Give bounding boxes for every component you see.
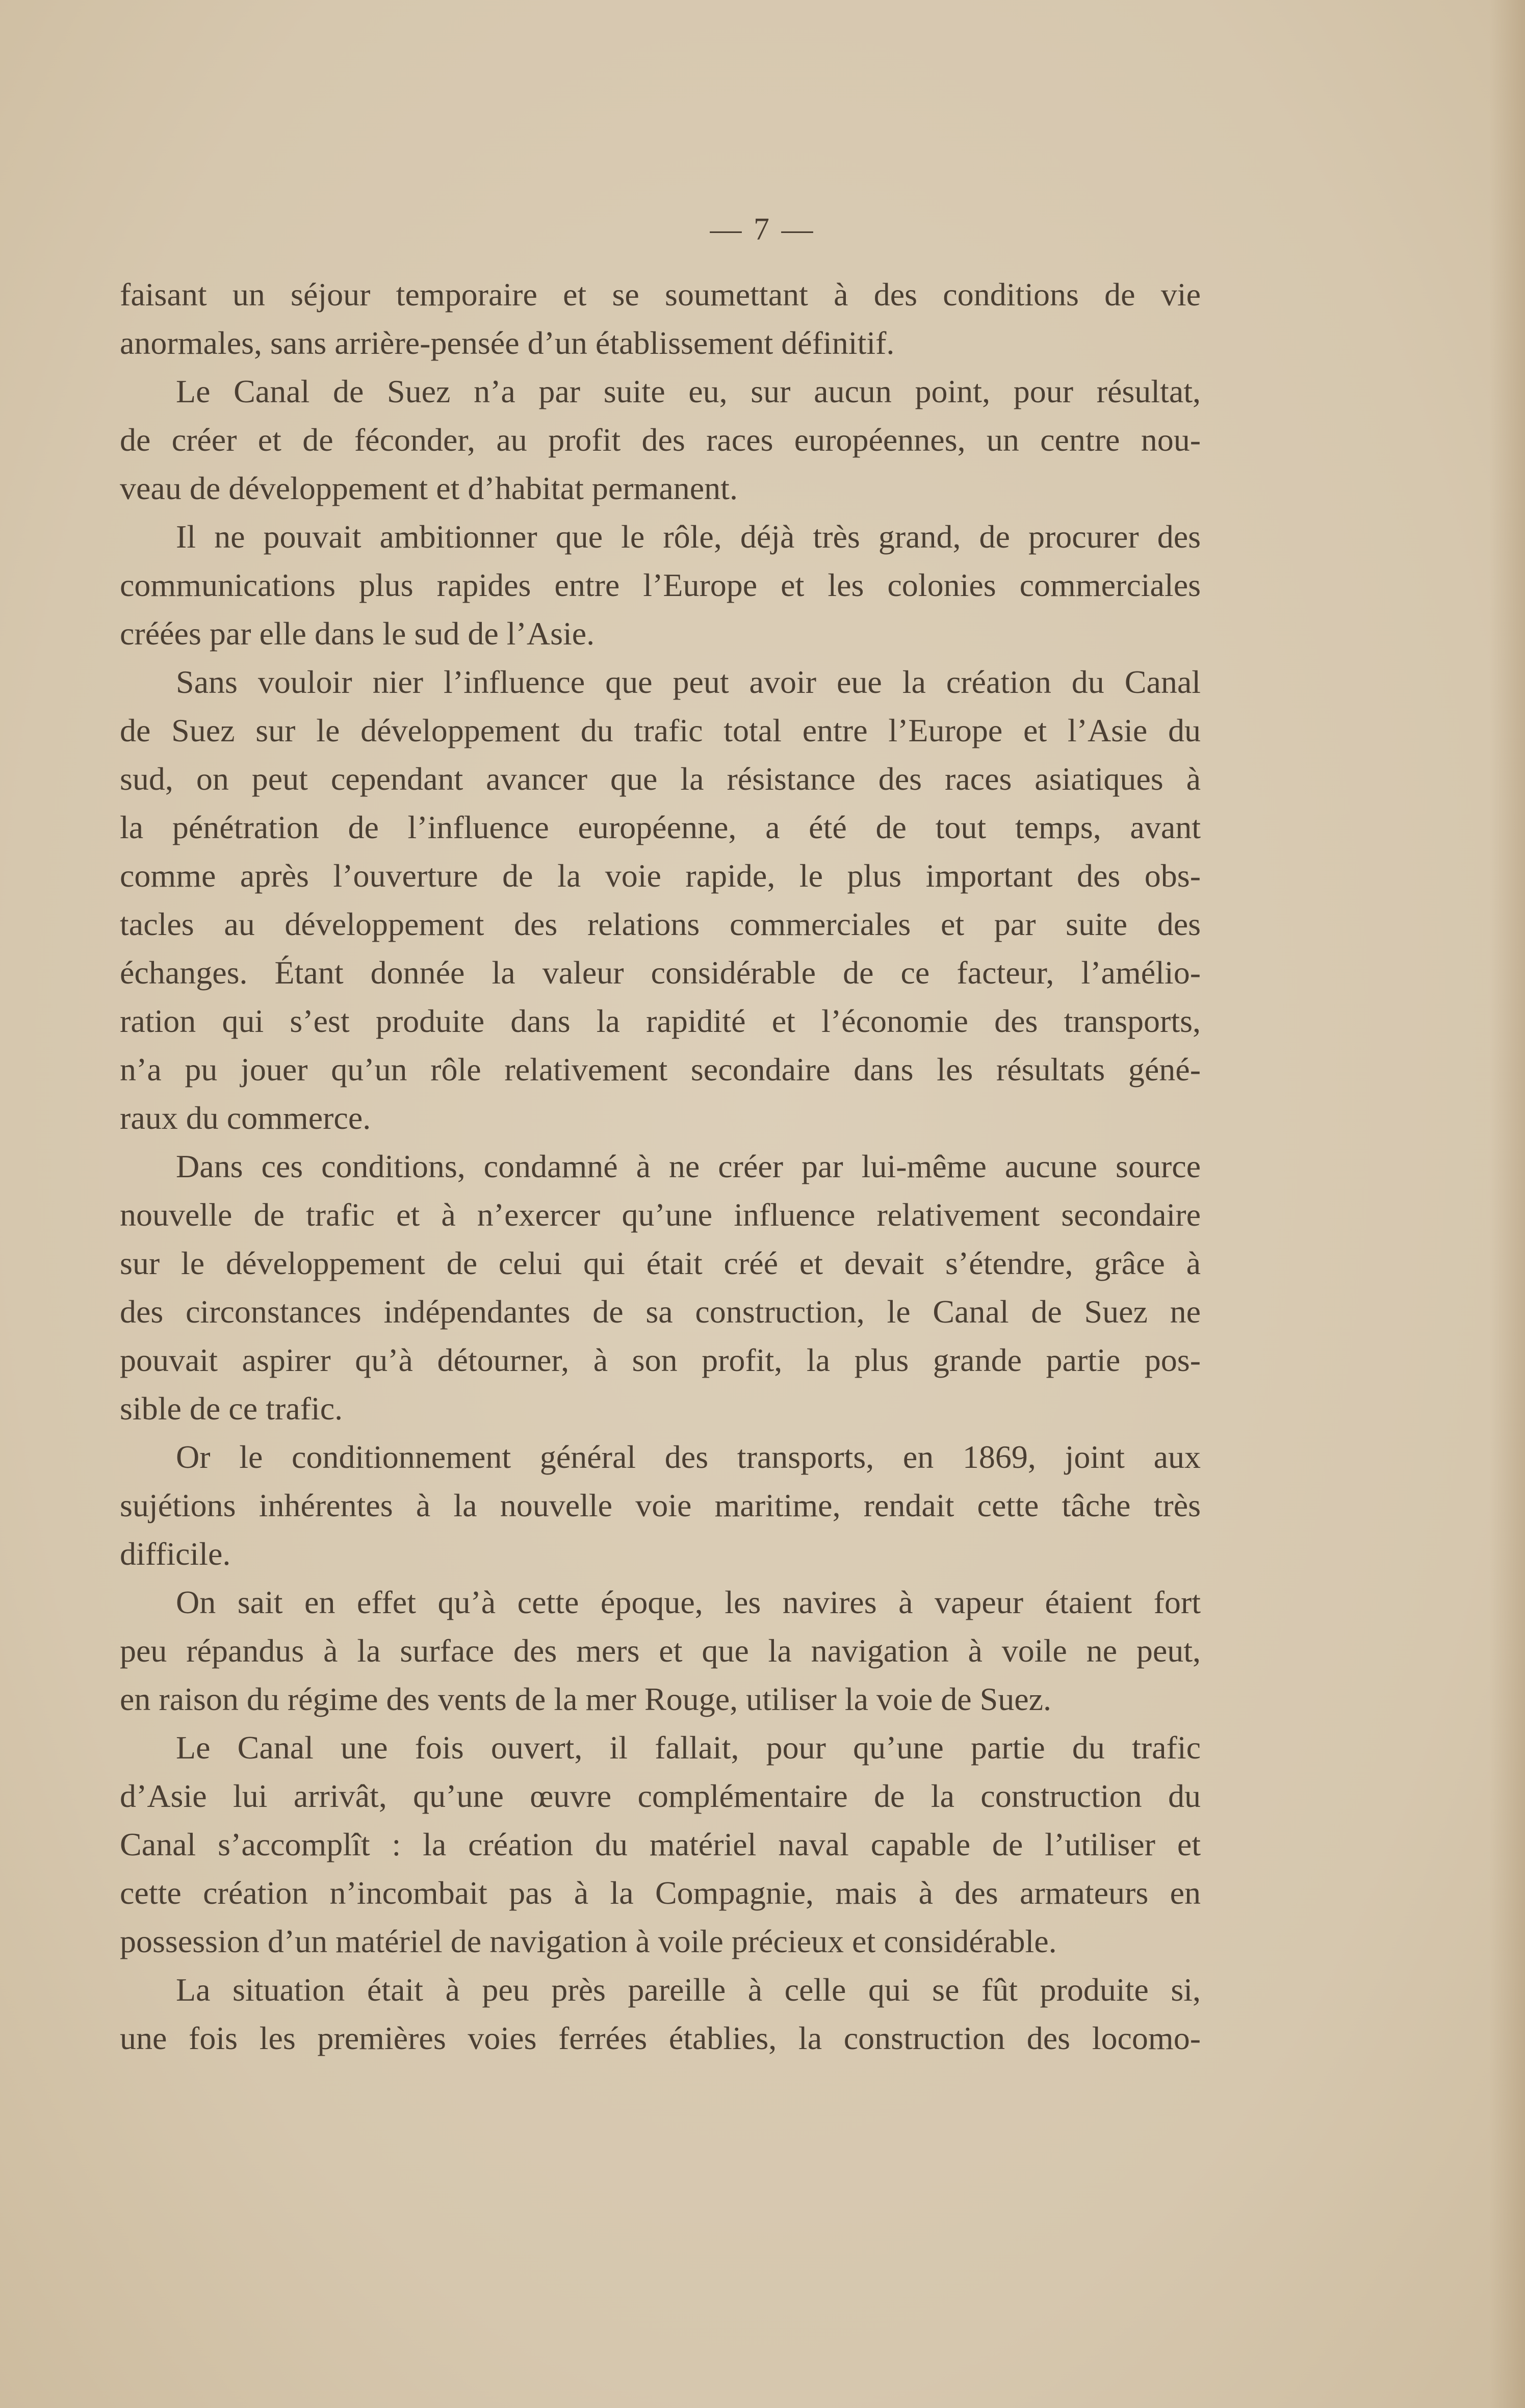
text-line: d’Asie lui arrivât, qu’une œuvre complémentaire de la construction du [120, 1778, 1201, 1814]
text-line: anormales, sans arrière-pensée d’un établissement définitif. [120, 325, 895, 361]
text-line: ration qui s’est produite dans la rapidité et l’économie des transports, [120, 1003, 1201, 1039]
text-line: raux du commerce. [120, 1100, 371, 1136]
text-line: difficile. [120, 1536, 231, 1572]
paragraph [120, 1433, 1201, 1578]
text-line: créées par elle dans le sud de l’Asie. [120, 615, 595, 652]
text-line: Le Canal de Suez n’a par suite eu, sur aucun point, pour résultat, [176, 373, 1201, 409]
body-text [120, 270, 1201, 2062]
text-line: de Suez sur le développement du trafic total entre l’Europe et l’Asie du [120, 712, 1201, 748]
text-line: Or le conditionnement général des transports, en 1869, joint aux [176, 1439, 1201, 1475]
text-line: possession d’un matériel de navigation à voile précieux et considérable. [120, 1923, 1057, 1959]
text-line: la pénétration de l’influence européenne, a été de tout temps, avant [120, 809, 1201, 845]
text-line: On sait en effet qu’à cette époque, les navires à vapeur étaient fort [176, 1584, 1201, 1620]
text-line: sible de ce trafic. [120, 1390, 343, 1427]
text-line: en raison du régime des vents de la mer Rouge, utiliser la voie de Suez. [120, 1681, 1052, 1717]
text-line: tacles au développement des relations commerciales et par suite des [120, 906, 1201, 942]
text-line: veau de développement et d’habitat permanent. [120, 470, 738, 506]
text-line: communications plus rapides entre l’Europe et les colonies commerciales [120, 567, 1201, 603]
text-line: sud, on peut cependant avancer que la résistance des races asiatiques à [120, 761, 1201, 797]
paragraph [120, 512, 1201, 658]
text-line: une fois les premières voies ferrées établies, la construction des locomo- [120, 2020, 1201, 2056]
text-line: Sans vouloir nier l’influence que peut avoir eue la création du Canal [176, 664, 1201, 700]
text-line: pouvait aspirer qu’à détourner, à son profit, la plus grande partie pos- [120, 1342, 1201, 1378]
text-line: sur le développement de celui qui était créé et devait s’étendre, grâce à [120, 1245, 1201, 1281]
text-line: Il ne pouvait ambitionner que le rôle, déjà très grand, de procurer des [176, 519, 1201, 555]
paragraph [120, 1142, 1201, 1433]
text-line: Dans ces conditions, condamné à ne créer par lui-même aucune source [176, 1148, 1201, 1184]
text-line: Canal s’accomplît : la création du matériel naval capable de l’utiliser et [120, 1826, 1201, 1862]
page-number: — 7 — [710, 212, 815, 247]
text-line: comme après l’ouverture de la voie rapide, le plus important des obs- [120, 858, 1201, 894]
paragraph [120, 1578, 1201, 1723]
paragraph [120, 1723, 1201, 1965]
paragraph [120, 658, 1201, 1142]
text-line: cette création n’incombait pas à la Compagnie, mais à des armateurs en [120, 1875, 1201, 1911]
text-line: de créer et de féconder, au profit des races européennes, un centre nou- [120, 422, 1201, 458]
page-edge-shadow [1489, 0, 1525, 2408]
text-line: peu répandus à la surface des mers et que la navigation à voile ne peut, [120, 1633, 1201, 1669]
paragraph [120, 270, 1201, 367]
text-line: nouvelle de trafic et à n’exercer qu’une influence relativement secondaire [120, 1197, 1201, 1233]
text-line: des circonstances indépendantes de sa construction, le Canal de Suez ne [120, 1293, 1201, 1330]
text-line: n’a pu jouer qu’un rôle relativement secondaire dans les résultats géné- [120, 1051, 1201, 1088]
paragraph [120, 1965, 1201, 2062]
text-line: échanges. Étant donnée la valeur considérable de ce facteur, l’amélio- [120, 954, 1201, 991]
paragraph [120, 367, 1201, 512]
text-line: faisant un séjour temporaire et se soumettant à des conditions de vie [120, 276, 1201, 313]
text-line: La situation était à peu près pareille à celle qui se fût produite si, [176, 1972, 1201, 2008]
text-line: sujétions inhérentes à la nouvelle voie maritime, rendait cette tâche très [120, 1487, 1201, 1523]
text-line: Le Canal une fois ouvert, il fallait, pour qu’une partie du trafic [176, 1729, 1201, 1766]
